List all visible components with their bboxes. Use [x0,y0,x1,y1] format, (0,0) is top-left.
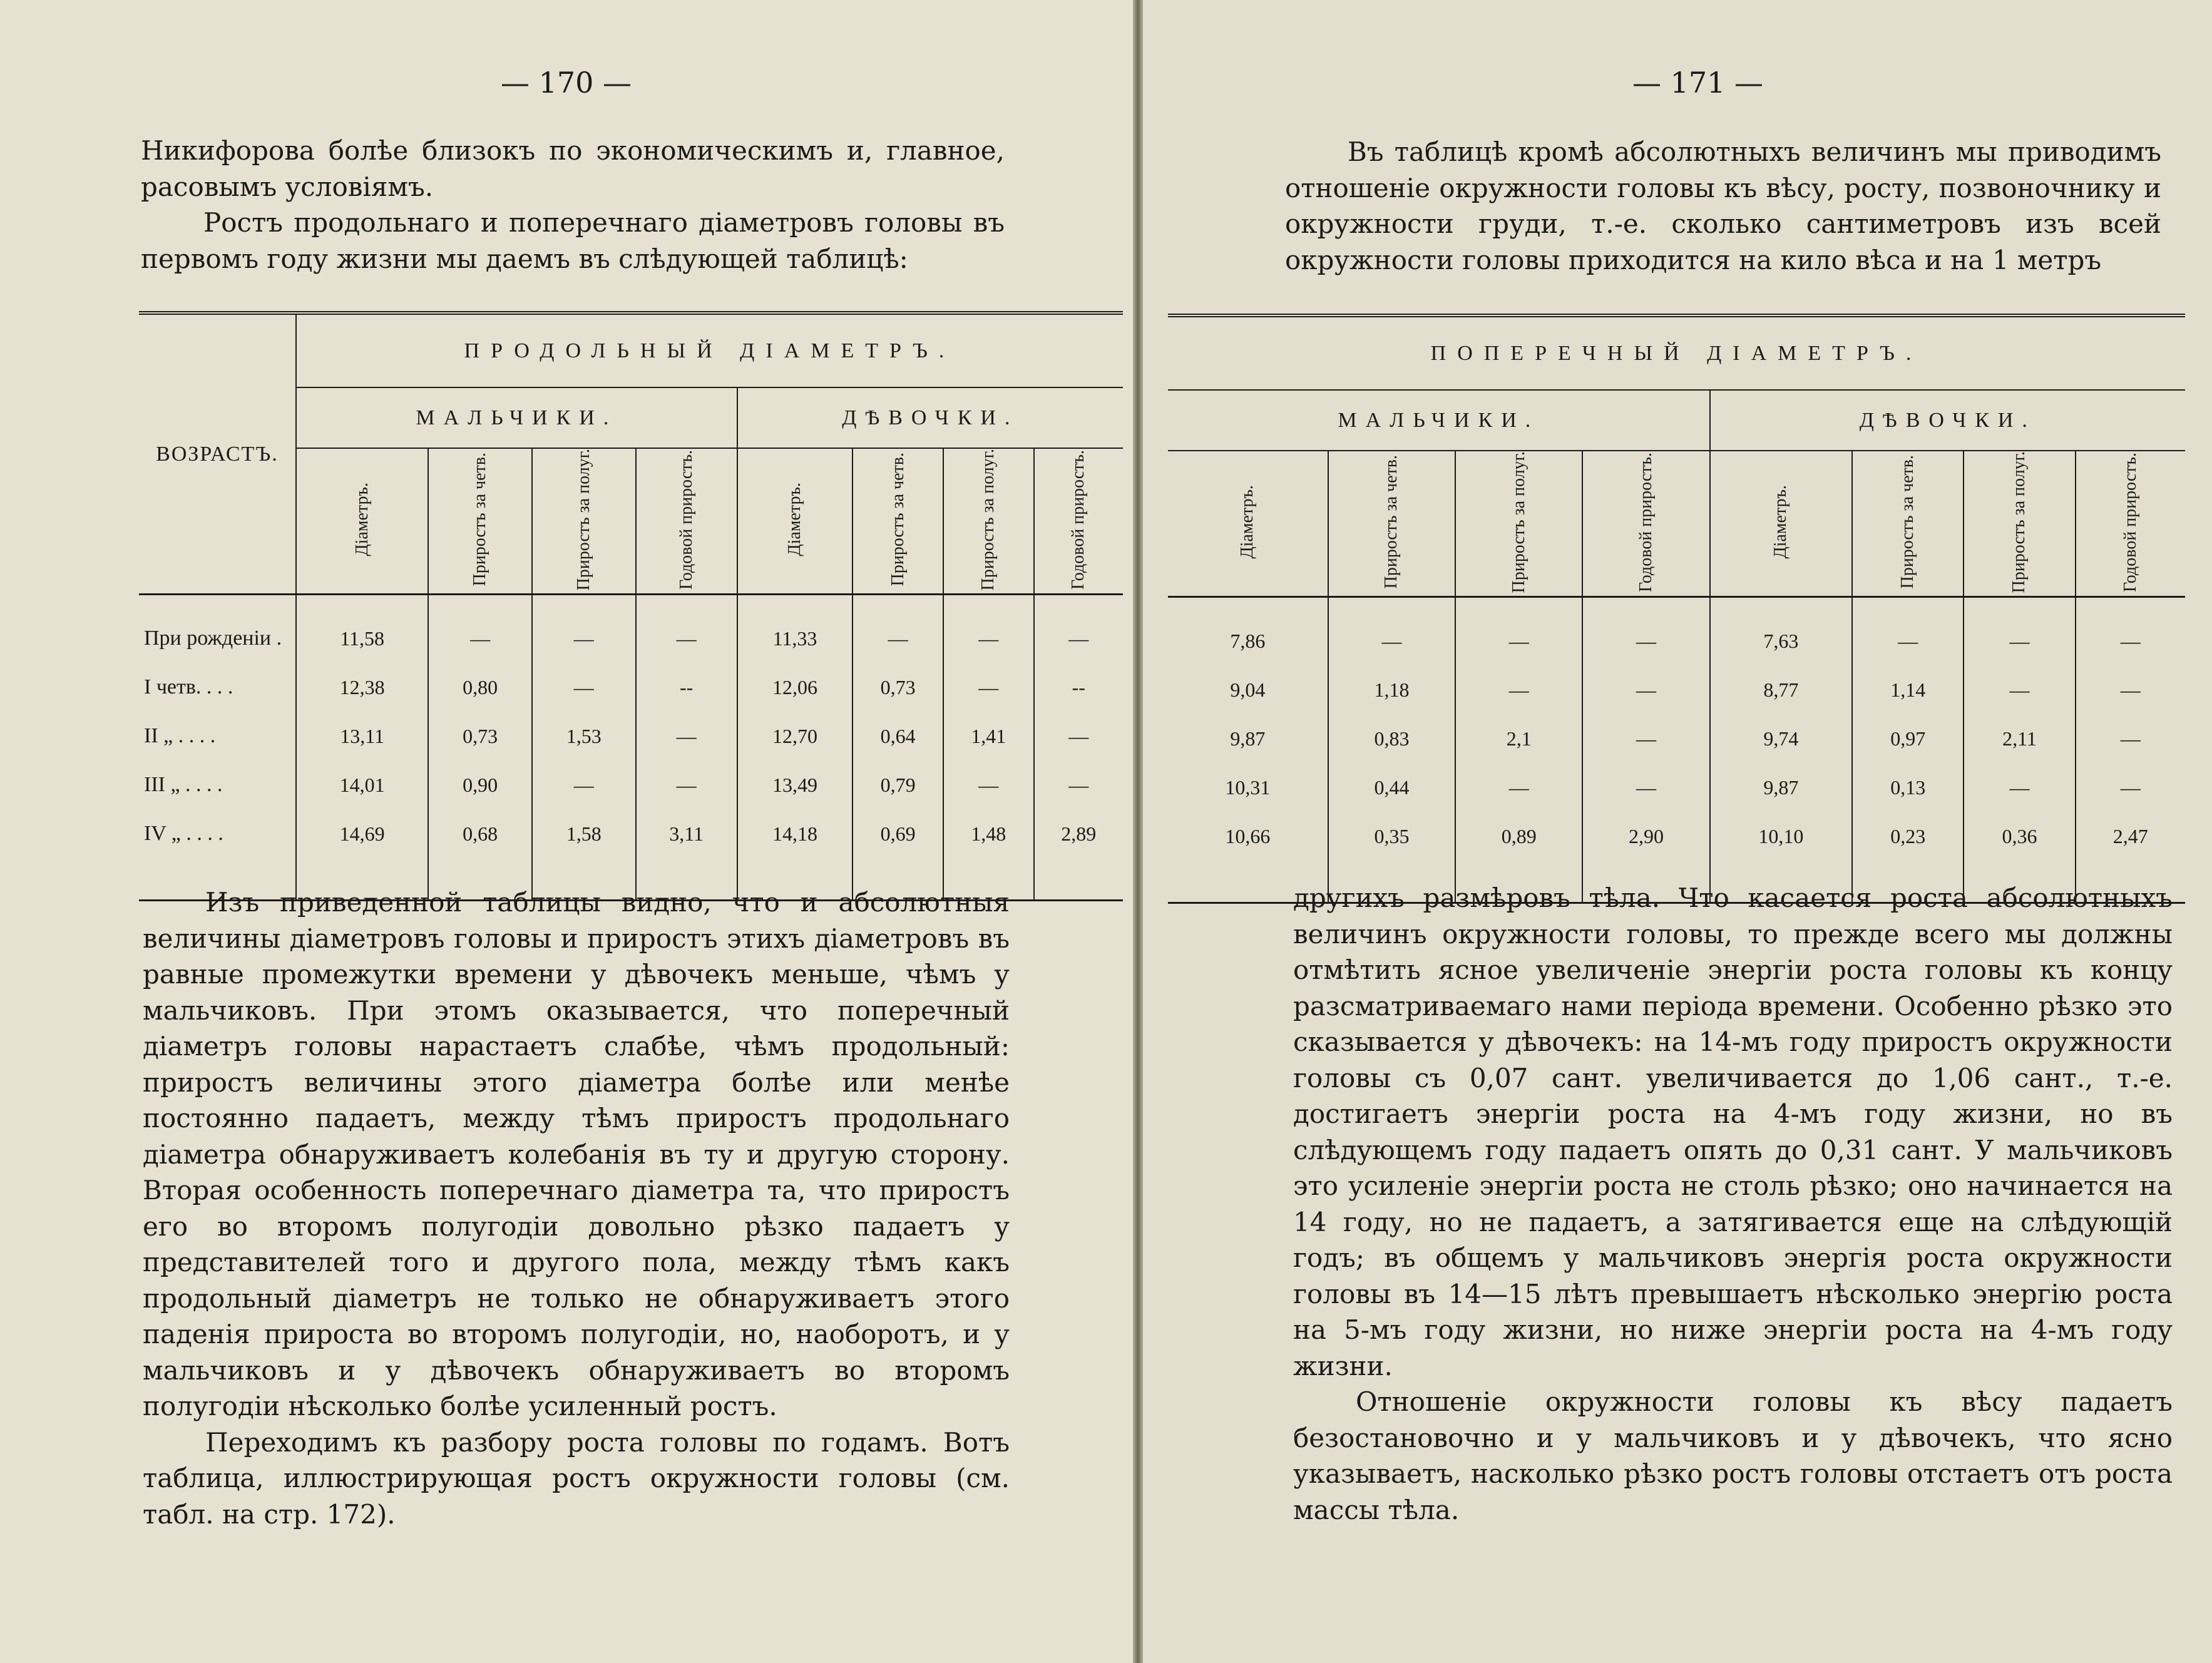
table-cell: 0,68 [428,809,532,858]
table-cell: 12,06 [737,663,853,712]
table-caption: ПРОДОЛЬНЫЙ ДIАМЕТРЪ. [296,313,1123,387]
page-number: — 170 — [501,66,632,100]
table-cell: — [1582,597,1709,666]
table-row [139,809,1123,858]
table-cell: — [943,595,1034,663]
table-cell: 10,66 [1168,812,1328,861]
table-cell: — [1582,763,1709,812]
table-cell: 0,36 [1964,812,2075,861]
table-row [139,663,1123,712]
table-cell: — [853,595,943,663]
paragraph: Въ таблицѣ кромѣ абсолютныхъ величинъ мы приводимъ отношенiе окружности головы къ вѣсу, росту, позвоночнику и окружности груди, т.-е. сколько сантиметровъ изъ всей окружности головы приходится на кило вѣса и на 1 метръ [1285,136,2161,275]
table-cell: 1,58 [532,809,636,858]
column-header: Приростъ за четв. [428,448,532,595]
table-cell: — [636,595,737,663]
column-header: Дiаметръ. [1710,451,1852,597]
table-cell: 9,74 [1710,714,1852,763]
table-cell: 12,70 [737,712,853,760]
table-cell: 1,48 [943,809,1034,858]
table-cell: — [532,760,636,809]
table-row [1168,714,2185,763]
table-cell: 2,90 [1582,812,1709,861]
table-cell: 3,11 [636,809,737,858]
paragraph: Изъ приведенной таблицы видно, что и абсолютныя величины дiаметровъ головы и приростъ этихъ дiаметровъ въ равные промежутки времени у дѣвочекъ меньше, чѣмъ у мальчиковъ. При этомъ оказывается, что поперечный дiаметръ головы нарастаетъ слабѣе, чѣмъ продольный: приростъ величины этого дiаметра болѣе или менѣе постоянно падаетъ, между тѣмъ приростъ продольнаго дiаметра обнаруживаетъ колебанiя въ ту и другую сторону. Вторая особенность поперечнаго дiаметра та, что приростъ его во второмъ полугодiи довольно рѣзко падаетъ у представителей того и другого пола, между тѣмъ какъ продольный дiаметръ не только не обнаруживаетъ этого паденiя прироста во второмъ полугодiи, но, наоборотъ, и у мальчиковъ и у дѣвочекъ обнаруживаетъ во второмъ полугодiи нѣсколько болѣе усиленный ростъ. [143,887,1010,1421]
table-cell: 1,53 [532,712,636,760]
column-header: Дiаметръ. [737,448,853,595]
table-cell: 9,87 [1168,714,1328,763]
table-cell: 0,90 [428,760,532,809]
table-cell: 0,23 [1852,812,1964,861]
right-bottom-text [1293,880,2173,1528]
right-page [1143,0,2212,1663]
column-header: Приростъ за полуг. [532,448,636,595]
column-header: Приростъ за полуг. [1455,451,1582,597]
table-cell: — [943,760,1034,809]
column-header: Годовой приростъ. [2076,451,2185,597]
table-cell: 0,83 [1328,714,1455,763]
column-header: Годовой приростъ. [1034,448,1123,595]
table-cell: 0,97 [1852,714,1964,763]
table-cell: 2,1 [1455,714,1582,763]
table-cell: — [428,595,532,663]
table-cell: — [2120,775,2141,799]
table-cell: 10,31 [1168,763,1328,812]
table-cell: — [1068,773,1089,796]
table-cell: 8,77 [1710,665,1852,714]
table-cell: 13,11 [296,712,428,760]
table-cell: 2,11 [1964,714,2075,763]
row-label: При рожденiи . [139,595,296,663]
table-cell: — [1852,597,1964,666]
table-cell: — [1068,724,1089,747]
table-cell: — [1455,763,1582,812]
paragraph: Ростъ продольнаго и поперечнаго дiаметровъ головы въ первомъ году жизни мы даемъ въ слѣдующей таблицѣ: [141,207,1005,274]
table-cell: 0,44 [1328,763,1455,812]
row-label: III „ . . . . [139,760,296,809]
transverse-diameter-table [1168,314,2185,904]
boys-group-header: МАЛЬЧИКИ. [296,387,737,448]
column-header: Годовой приростъ. [1582,451,1709,597]
table-cell: 1,41 [943,712,1034,760]
table-cell: 7,63 [1710,597,1852,666]
column-header: Дiаметръ. [1168,451,1328,597]
age-column-header: ВОЗРАСТЪ. [139,313,296,595]
column-header: Годовой приростъ. [636,448,737,595]
girls-group-header: ДѢВОЧКИ. [1710,390,2185,451]
girls-group-header: ДѢВОЧКИ. [737,387,1123,448]
column-header: Дiаметръ. [296,448,428,595]
table-cell: -- [1072,675,1085,698]
table-cell: 10,10 [1710,812,1852,861]
column-header: Приростъ за четв. [1328,451,1455,597]
table-cell: 0,73 [853,663,943,712]
table-cell: -- [636,663,737,712]
table-cell: — [2120,727,2141,750]
table-cell: 14,69 [296,809,428,858]
paragraph: Никифорова болѣе близокъ по экономическимъ и, главное, расовымъ условiямъ. [141,135,1005,202]
row-label: II „ . . . . [139,712,296,760]
table-cell: 7,86 [1168,597,1328,666]
left-top-text [141,133,1005,277]
table-cell: — [943,663,1034,712]
table-row [139,760,1123,809]
left-bottom-text [143,884,1010,1532]
table-cell: — [532,595,636,663]
table-row [139,712,1123,760]
table-row [139,595,1123,663]
table-cell: — [1455,665,1582,714]
table-cell: — [2120,629,2141,652]
table-cell: 2,47 [2112,824,2148,847]
table-cell: — [636,712,737,760]
paragraph: Отношенiе окружности головы къ вѣсу падаетъ безостановочно и у мальчиковъ и у дѣвочекъ, что ясно указываетъ, насколько рѣзко ростъ головы отстаетъ отъ роста массы тѣла. [1293,1386,2173,1525]
table-cell: — [2120,678,2141,701]
table-cell: 11,58 [296,595,428,663]
paragraph: другихъ размѣровъ тѣла. Что касается роста абсолютныхъ величинъ окружности головы, то прежде всего мы должны отмѣтить ясное увеличенiе энергiи роста головы къ концу разсматриваемаго нами перiода времени. Особенно рѣзко это сказывается у дѣвочекъ: на 14-мъ году приростъ окружности головы съ 0,07 сант. увеличивается до 1,06 сант., т.-е. достигаетъ энергiи роста на 4-мъ году жизни, но въ слѣдующемъ году падаетъ опять до 0,31 сант. У мальчиковъ это усиленiе энергiи роста не столь рѣзко; оно начинается на 14 году, но не падаетъ, а затягивается еще на слѣдующiй годъ; въ общемъ у мальчиковъ энергiя роста окружности головы въ 14—15 лѣтъ превышаетъ нѣсколько энергiю роста на 5-мъ году жизни, но ниже энергiи роста на 4-мъ году жизни. [1293,883,2173,1381]
table-cell: 14,18 [737,809,853,858]
table-cell: 13,49 [737,760,853,809]
table-cell: 9,87 [1710,763,1852,812]
table-row [1168,812,2185,861]
table-cell: 0,64 [853,712,943,760]
table-cell: — [532,663,636,712]
book-gutter [1133,0,1143,1663]
table-cell: 11,33 [737,595,853,663]
table-cell: 0,69 [853,809,943,858]
table-cell: 0,73 [428,712,532,760]
column-header: Приростъ за полуг. [943,448,1034,595]
table-cell: 12,38 [296,663,428,712]
column-header: Приростъ за четв. [853,448,943,595]
table-row [1168,665,2185,714]
longitudinal-diameter-table [139,311,1123,901]
table-cell: — [636,760,737,809]
paragraph: Переходимъ къ разбору роста головы по годамъ. Вотъ таблица, иллюстрирующая ростъ окружности головы (см. табл. на стр. 172). [143,1426,1010,1530]
table-cell: — [1582,665,1709,714]
row-label: I четв. . . . [139,663,296,712]
table-cell: — [1964,763,2075,812]
table-cell: — [1068,627,1089,650]
table-cell: — [1964,665,2075,714]
table-cell: — [1582,714,1709,763]
table-cell: 1,18 [1328,665,1455,714]
table-cell: — [1455,597,1582,666]
column-header: Приростъ за полуг. [1964,451,2075,597]
table-cell: — [1328,597,1455,666]
table-cell: — [1964,597,2075,666]
table-cell: 0,13 [1852,763,1964,812]
table-cell: 0,89 [1455,812,1582,861]
boys-group-header: МАЛЬЧИКИ. [1168,390,1710,451]
table-cell: 0,35 [1328,812,1455,861]
column-header: Приростъ за четв. [1852,451,1964,597]
table-row [1168,597,2185,666]
table-cell: 0,79 [853,760,943,809]
table-cell: 1,14 [1852,665,1964,714]
table-cell: 14,01 [296,760,428,809]
row-label: IV „ . . . . [139,809,296,858]
right-top-text [1285,134,2161,278]
page-number: — 171 — [1632,66,1764,100]
table-caption: ПОПЕРЕЧНЫЙ ДIАМЕТРЪ. [1168,315,2185,390]
table-cell: 2,89 [1061,822,1097,845]
table-cell: 9,04 [1168,665,1328,714]
table-row [1168,763,2185,812]
table-cell: 0,80 [428,663,532,712]
